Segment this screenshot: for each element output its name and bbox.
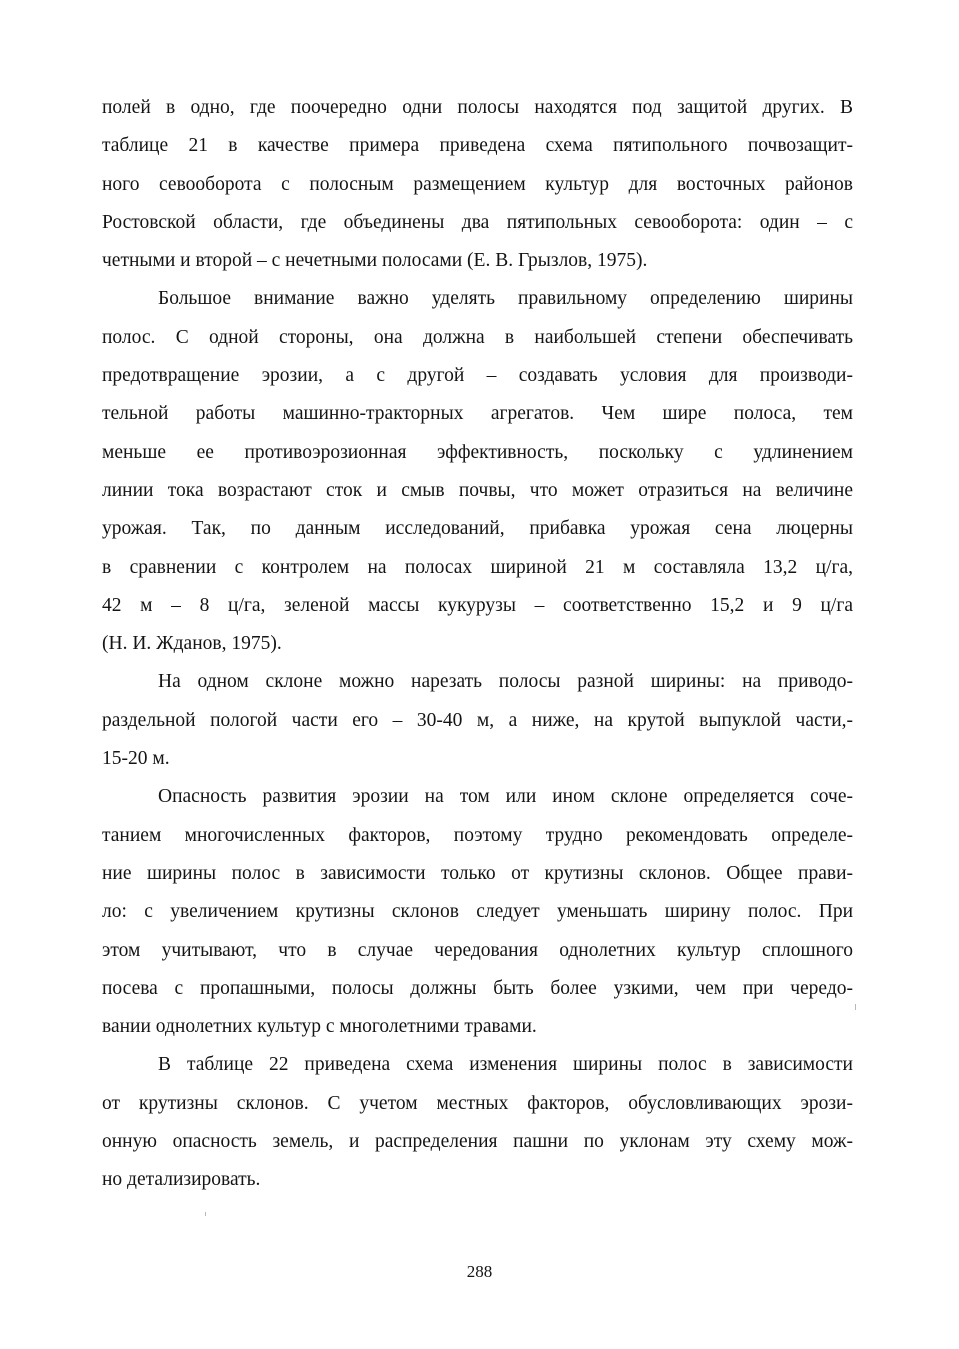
text-line: раздельной пологой части его – 30-40 м, а ниже, на крутой выпуклой части,- xyxy=(102,709,853,731)
text-line: полей в одно, где поочередно одни полосы находятся под защитой других. В xyxy=(102,97,853,118)
text-line: 42 м – 8 ц/га, зеленой массы кукурузы – соответственно 15,2 и 9 ц/га xyxy=(102,594,853,616)
text-line: танием многочисленных факторов, поэтому трудно рекомендовать определе- xyxy=(102,824,853,846)
text-line: в сравнении с контролем на полосах шириной 21 м составляла 13,2 ц/га, xyxy=(102,556,853,578)
text-line: В таблице 22 приведена схема изменения ширины полос в зависимости xyxy=(158,1054,853,1076)
paragraph xyxy=(102,89,853,280)
text-line: посева с пропашными, полосы должны быть более узкими, чем при чередо- xyxy=(102,977,853,999)
text-line: ного севооборота с полосным размещением культур для восточных районов xyxy=(102,173,853,195)
paragraph xyxy=(102,778,853,1046)
text-line: меньше ее противоэрозионная эффективность, поскольку с удлинением xyxy=(102,441,853,463)
text-line: На одном склоне можно нарезать полосы разной ширины: на приводо- xyxy=(158,671,853,693)
paragraph xyxy=(102,663,853,778)
paragraph xyxy=(102,280,853,663)
paragraph xyxy=(102,1046,853,1199)
text-line: онную опасность земель, и распределения пашни по уклонам эту схему мож- xyxy=(102,1131,853,1153)
text-line: предотвращение эрозии, а с другой – создавать условия для производи- xyxy=(102,365,853,387)
scan-speck xyxy=(205,1212,206,1216)
text-body xyxy=(102,89,853,1200)
text-line: ние ширины полос в зависимости только от крутизны склонов. Общее прави- xyxy=(102,862,853,884)
text-line: тельной работы машинно-тракторных агрегатов. Чем шире полоса, тем xyxy=(102,403,853,425)
scan-speck xyxy=(855,1004,856,1010)
text-line: (Н. И. Жданов, 1975). xyxy=(102,633,282,655)
text-line: от крутизны склонов. С учетом местных факторов, обусловливающих эрози- xyxy=(102,1092,853,1114)
text-line: четными и второй – с нечетными полосами (Е. В. Грызлов, 1975). xyxy=(102,250,648,272)
text-line: полос. С одной стороны, она должна в наибольшей степени обеспечивать xyxy=(102,326,853,348)
text-line: 15-20 м. xyxy=(102,748,170,770)
text-line: ло: с увеличением крутизны склонов следует уменьшать ширину полос. При xyxy=(102,901,853,923)
text-line: линии тока возрастают сток и смыв почвы, что может отразиться на величине xyxy=(102,479,853,501)
text-line: урожая. Так, по данным исследований, прибавка урожая сена люцерны xyxy=(102,518,853,540)
text-line: Опасность развития эрозии на том или ином склоне определяется соче- xyxy=(158,786,853,808)
text-line: Ростовской области, где объединены два пятипольных севооборота: один – с xyxy=(102,211,853,233)
text-line: этом учитывают, что в случае чередования однолетних культур сплошного xyxy=(102,939,853,961)
text-line: таблице 21 в качестве примера приведена схема пятипольного почвозащит- xyxy=(102,135,853,157)
page-number: 288 xyxy=(466,1262,493,1281)
text-line: вании однолетних культур с многолетними травами. xyxy=(102,1016,537,1038)
text-line: Большое внимание важно уделять правильному определению ширины xyxy=(158,288,853,310)
text-line: но детализировать. xyxy=(102,1169,261,1191)
